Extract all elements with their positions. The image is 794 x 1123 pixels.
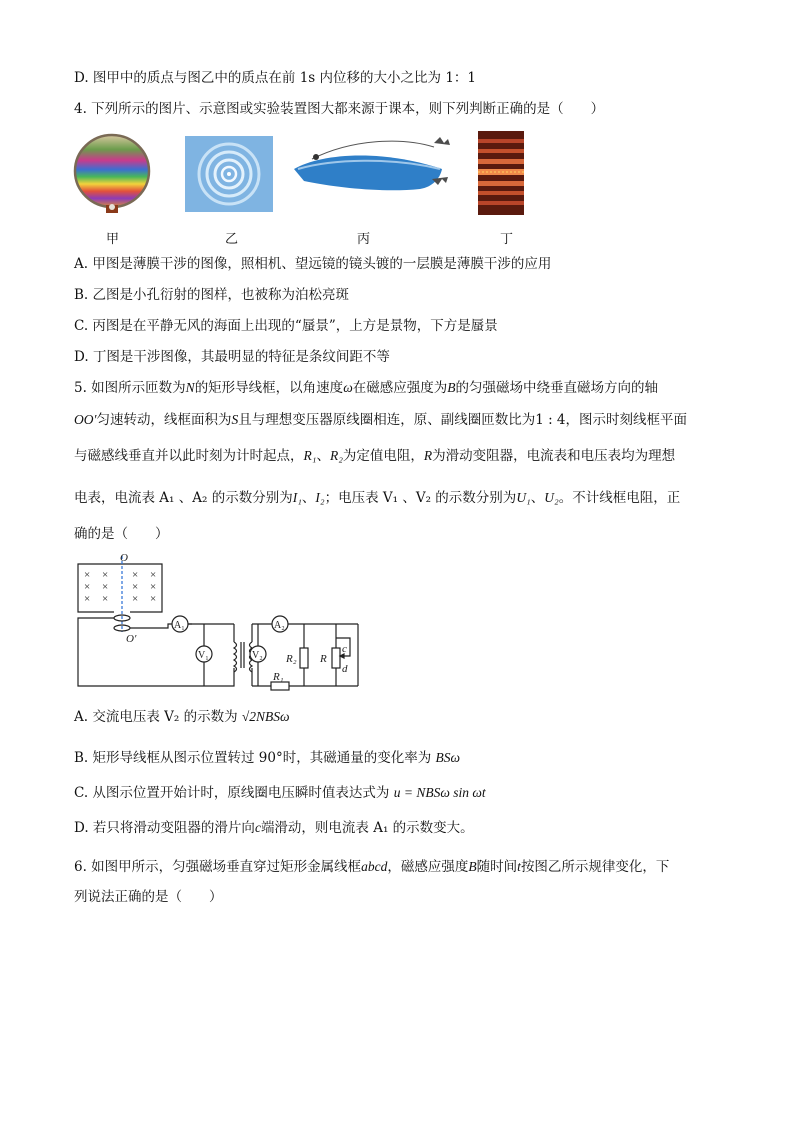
field-cross: × (102, 569, 109, 581)
q5-stem-line-3: 与磁感线垂直并以此时刻为计时起点，R₁、R₂为定值电阻，R为滑动变阻器，电流表和电压表均为理想 (74, 448, 676, 464)
figure-ding-fringes (478, 131, 524, 215)
field-cross: × (132, 569, 139, 581)
axis-label-o: O (120, 552, 128, 564)
q5-option-d: D. 若只将滑动变阻器的滑片向c端滑动，则电流表 A₁ 的示数变大。 (74, 820, 474, 836)
axis-label-o-prime: O′ (126, 633, 137, 645)
q5-stem-line-4: 电表，电流表 A₁ 、A₂ 的示数分别为I₁、I₂；电压表 V₁ 、V₂ 的示数分别为U₁、U₂。不计线框电阻，正 (74, 490, 681, 506)
field-cross: × (102, 593, 109, 605)
terminal-c-label: c (342, 643, 347, 655)
field-cross: × (150, 581, 157, 593)
field-cross: × (132, 593, 139, 605)
voltmeter-v1-label: V₁ (198, 650, 209, 661)
field-cross: × (84, 593, 91, 605)
q3-option-d: D. 图甲中的质点与图乙中的质点在前 1s 内位移的大小之比为 1：1 (74, 70, 476, 86)
caption-yi: 乙 (225, 232, 239, 247)
resistor-r2-label: R₂ (286, 653, 297, 665)
q4-option-b: B. 乙图是小孔衍射的图样，也被称为泊松亮斑 (74, 287, 350, 303)
caption-bing: 丙 (357, 232, 371, 247)
q4-option-a: A. 甲图是薄膜干涉的图像，照相机、望远镜的镜头镀的一层膜是薄膜干涉的应用 (74, 256, 552, 272)
q6-stem-line-1: 6. 如图甲所示，匀强磁场垂直穿过矩形金属线框abcd，磁感应强度B随时间t按图乙所示规律变化，下 (74, 859, 670, 875)
figure-jia-thin-film (72, 133, 152, 219)
q4-option-d: D. 丁图是干涉图像，其最明显的特征是条纹间距不等 (74, 349, 390, 365)
q5-option-c: C. 从图示位置开始计时，原线圈电压瞬时值表达式为 u = NBSω sin ωt (74, 785, 486, 801)
field-cross: × (150, 593, 157, 605)
field-cross: × (150, 569, 157, 581)
caption-jia: 甲 (106, 232, 120, 247)
field-cross: × (102, 581, 109, 593)
q6-stem-line-2: 列说法正确的是（ ） (74, 889, 223, 905)
q5-option-b: B. 矩形导线框从图示位置转过 90°时，其磁通量的变化率为 BSω (74, 750, 461, 766)
q4-stem: 4. 下列所示的图片、示意图或实验装置图大都来源于课本，则下列判断正确的是（ ） (74, 101, 605, 117)
figure-yi-diffraction (185, 136, 273, 212)
voltmeter-v2-label: V₂ (252, 650, 263, 661)
ammeter-a1-label: A₁ (174, 620, 185, 631)
field-cross: × (84, 569, 91, 581)
q5-stem-line-2: OO′匀速转动，线框面积为S且与理想变压器原线圈相连，原、副线圈匝数比为1 : 4，图示时刻线框平面 (74, 412, 688, 428)
field-cross: × (84, 581, 91, 593)
figure-bing-mirage (292, 133, 452, 197)
resistor-r1-label: R₁ (273, 671, 284, 683)
caption-ding: 丁 (500, 232, 514, 247)
q5-stem-line-1: 5. 如图所示匝数为N的矩形导线框，以角速度ω在磁感应强度为B的匀强磁场中绕垂直磁场方向的轴 (74, 380, 658, 396)
field-cross: × (132, 581, 139, 593)
rheostat-r-label: R (320, 653, 327, 665)
ammeter-a2-label: A₂ (274, 620, 285, 631)
q5-stem-line-5: 确的是（ ） (74, 526, 169, 542)
q5-circuit-diagram (74, 552, 364, 692)
q5-option-a: A. 交流电压表 V₂ 的示数为 √2NBSω (74, 709, 290, 725)
terminal-d-label: d (342, 663, 348, 675)
q4-option-c: C. 丙图是在平静无风的海面上出现的“蜃景”，上方是景物，下方是蜃景 (74, 318, 498, 334)
